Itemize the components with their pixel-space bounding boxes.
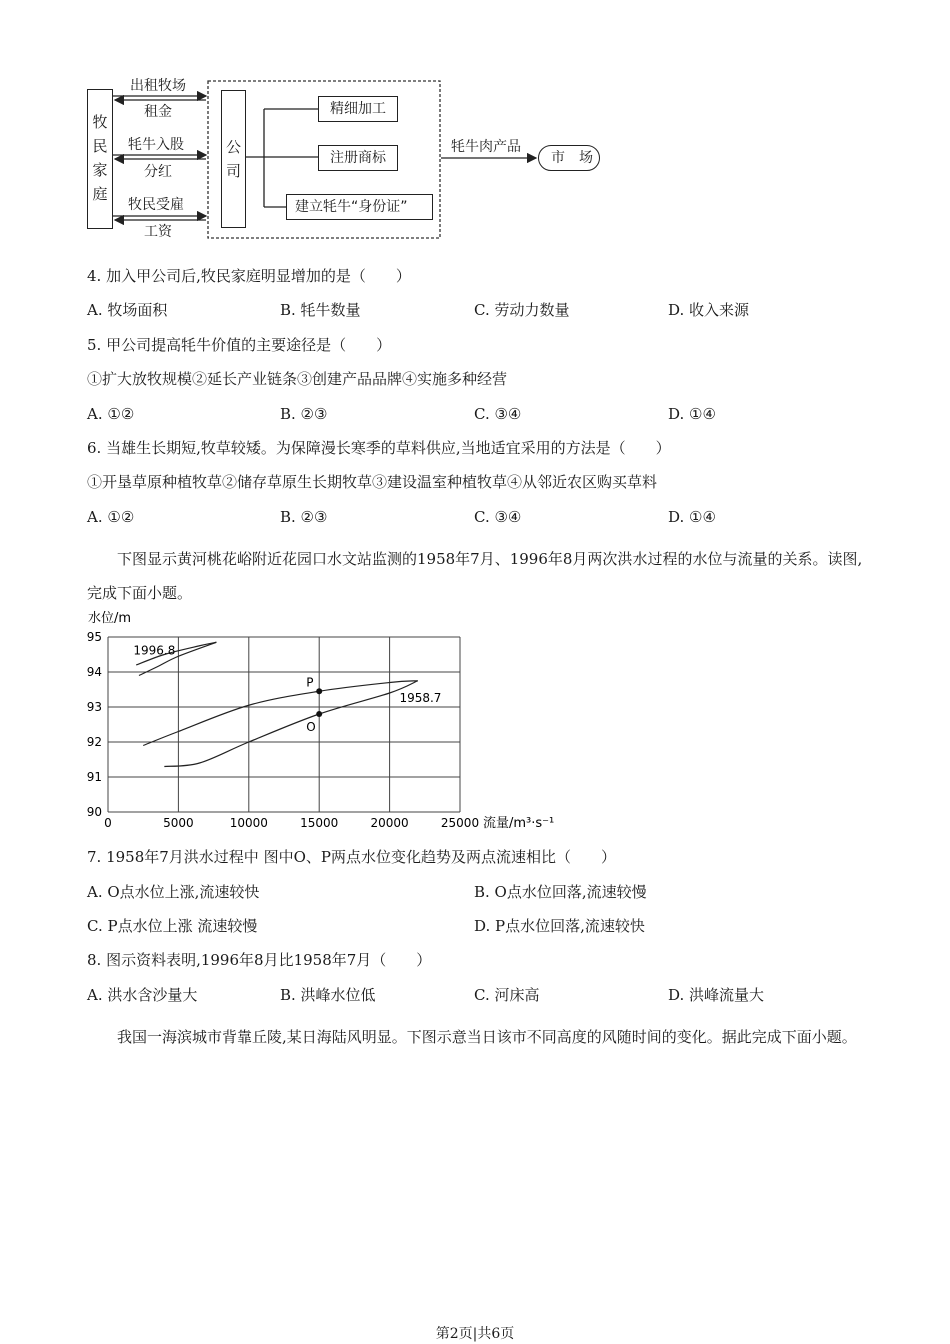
chart-series <box>133 642 441 766</box>
x-tick-label: 5000 <box>163 816 194 830</box>
market-box <box>538 145 600 171</box>
arrow-label-yak-shares: 牦牛入股 <box>128 137 184 153</box>
q8-option-d[interactable]: D. 洪峰流量大 <box>668 986 765 1004</box>
series-label-1958-7: 1958.7 <box>399 690 442 705</box>
q6-option-d[interactable]: D. ①④ <box>668 508 716 526</box>
q5-option-d[interactable]: D. ①④ <box>668 405 716 423</box>
q5-option-a[interactable]: A. ①② <box>87 405 135 423</box>
q7-option-a[interactable]: A. O点水位上涨,流速较快 <box>87 883 260 901</box>
page-footer: 第2页|共6页 <box>435 1326 515 1342</box>
x-tick-label: 15000 <box>300 816 339 830</box>
chart-grid <box>108 637 460 812</box>
x-tick-label: 0 <box>104 816 112 830</box>
arrow-label-herders-hired: 牧民受雇 <box>128 197 184 213</box>
company-box <box>221 90 246 228</box>
register-trademark-box <box>318 145 398 171</box>
x-tick-label: 20000 <box>370 816 409 830</box>
arrow-label-rent: 租金 <box>144 104 172 120</box>
market-label: 市 场 <box>551 150 593 166</box>
yak-id-box <box>286 194 433 220</box>
fine-processing-label: 精细加工 <box>330 101 386 117</box>
q8-stem: 8. 图示资料表明,1996年8月比1958年7月（ ） <box>87 951 432 969</box>
intro-paragraph-flood: 下图显示黄河桃花峪附近花园口水文站监测的1958年7月、1996年8月两次洪水过程的水位与流量的关系。读图,完成下面小题。 <box>87 550 863 602</box>
y-tick-label: 95 <box>86 630 102 644</box>
q5-option-c[interactable]: C. ③④ <box>474 405 522 423</box>
q5-items: ①扩大放牧规模②延长产业链条③创建产品品牌④实施多种经营 <box>87 370 508 388</box>
q4-option-c[interactable]: C. 劳动力数量 <box>474 301 570 319</box>
register-trademark-label: 注册商标 <box>330 150 386 166</box>
arrow-label-wages: 工资 <box>144 224 172 240</box>
q6-option-c[interactable]: C. ③④ <box>474 508 522 526</box>
q5-option-b[interactable]: B. ②③ <box>280 405 328 423</box>
q5-stem: 5. 甲公司提高牦牛价值的主要途径是（ ） <box>87 336 392 354</box>
series-line-1958-7-upper_branch <box>143 681 418 746</box>
y-tick-label: 90 <box>86 805 102 819</box>
x-tick-label: 25000 <box>440 816 480 830</box>
q4-option-d[interactable]: D. 收入来源 <box>668 301 750 319</box>
q8-option-a[interactable]: A. 洪水含沙量大 <box>87 986 198 1004</box>
q7-option-c[interactable]: C. P点水位上涨 流速较慢 <box>87 917 258 935</box>
q7-option-b[interactable]: B. O点水位回落,流速较慢 <box>474 883 647 901</box>
yak-products-label: 牦牛肉产品 <box>451 139 521 155</box>
arrow-label-dividend: 分红 <box>144 164 172 180</box>
q8-option-c[interactable]: C. 河床高 <box>474 986 540 1004</box>
q6-items: ①开垦草原种植牧草②储存草原生长期牧草③建设温室种植牧草④从邻近农区购买草料 <box>87 473 658 491</box>
q4-option-b[interactable]: B. 牦牛数量 <box>280 301 361 319</box>
chart-ticks <box>87 630 479 830</box>
x-tick-label: 10000 <box>229 816 268 830</box>
intro-paragraph-sea-breeze: 我国一海滨城市背靠丘陵,某日海陆风明显。下图示意当日该市不同高度的风随时间的变化。据此完成下面小题。 <box>117 1028 857 1046</box>
q8-option-b[interactable]: B. 洪峰水位低 <box>280 986 376 1004</box>
q7-stem: 7. 1958年7月洪水过程中 图中O、P两点水位变化趋势及两点流速相比（ ） <box>87 848 616 866</box>
q6-option-b[interactable]: B. ②③ <box>280 508 328 526</box>
y-axis-label: 水位/m <box>88 611 132 626</box>
herder-family-box <box>87 89 113 229</box>
y-tick-label: 94 <box>86 665 102 679</box>
yak-id-label: 建立牦牛“身份证” <box>295 199 408 215</box>
q4-stem: 4. 加入甲公司后,牧民家庭明显增加的是（ ） <box>87 267 411 285</box>
point-O <box>316 711 322 717</box>
x-axis-label: 流量/m³·s⁻¹ <box>483 816 555 831</box>
flood-stage-discharge-chart <box>80 605 580 835</box>
point-label-O: O <box>306 720 316 734</box>
y-tick-label: 93 <box>86 700 102 714</box>
q6-option-a[interactable]: A. ①② <box>87 508 135 526</box>
company-label: 公司 <box>225 138 241 180</box>
series-line-1958-7-lower_branch <box>164 681 417 767</box>
q7-option-d[interactable]: D. P点水位回落,流速较快 <box>474 917 645 935</box>
series-label-1996-8: 1996.8 <box>133 643 176 658</box>
y-tick-label: 92 <box>86 735 102 749</box>
q4-option-a[interactable]: A. 牧场面积 <box>87 301 168 319</box>
arrow-label-rent-pasture: 出租牧场 <box>130 78 186 94</box>
y-tick-label: 91 <box>86 770 102 784</box>
herder-family-label: 牧民家庭 <box>92 113 108 203</box>
point-P <box>316 688 322 694</box>
q6-stem: 6. 当雄生长期短,牧草较矮。为保障漫长寒季的草料供应,当地适宜采用的方法是（ ） <box>87 439 671 457</box>
fine-processing-box <box>318 96 398 122</box>
point-label-P: P <box>306 675 314 690</box>
